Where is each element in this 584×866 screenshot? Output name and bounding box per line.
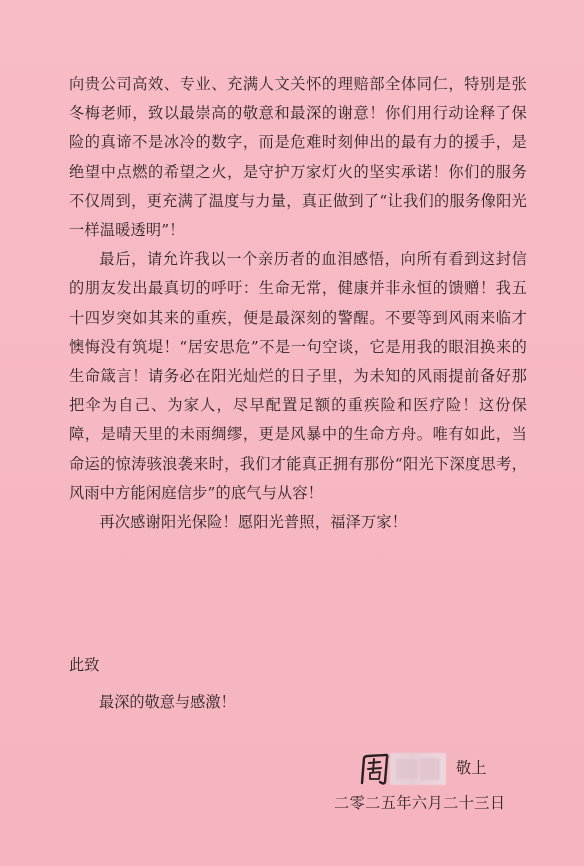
sign-suffix: 敬上	[456, 759, 487, 777]
paragraph-appeal: 最后，请允许我以一个亲历者的血泪感悟，向所有看到这封信的朋友发出最真切的呼吁：生命无常，健康并非永恒的馈赠！我五十四岁突如其来的重疾，便是最深刻的警醒。不要等到风雨来临才懊悔没有筑堤！“居安思危”不是一句空谈，它是用我的眼泪换来的生命箴言！请务必在阳光灿烂的日子里，为未知的风雨提前备好那把伞为自己、为家人，尽早配置足额的重疾险和医疗险！这份保障，是晴天里的未雨绸缪，更是风暴中的生命方舟。唯有如此，当命运的惊涛骇浪袭来时，我们才能真正拥有那份“阳光下深度思考，风雨中方能闲庭信步”的底气与从容！	[69, 250, 527, 502]
signature-block	[356, 750, 536, 788]
closing-salutation: 此致	[69, 656, 100, 674]
paragraph-final-thanks: 再次感谢阳光保险！愿阳光普照，福泽万家！	[99, 513, 408, 532]
paragraph-thanks: 向贵公司高效、专业、充满人文关怀的理赔部全体同仁，特别是张冬梅老师，致以最崇高的敬意和最深的谢意！你们用行动诠释了保险的真谛不是冰冷的数字，而是危难时刻伸出的最有力的援手，是绝望中点燃的希望之火，是守护万家灯火的坚实承诺！你们的服务不仅周到，更充满了温度与力量，真正做到了“让我们的服务像阳光一样温暖透明”！	[69, 75, 527, 240]
handwritten-signature	[356, 752, 392, 786]
letter-date: 二零二五年六月二十三日	[334, 794, 506, 812]
letter-body	[69, 70, 527, 537]
redacted-name	[390, 753, 446, 785]
closing-regards: 最深的敬意与感激！	[99, 693, 236, 711]
